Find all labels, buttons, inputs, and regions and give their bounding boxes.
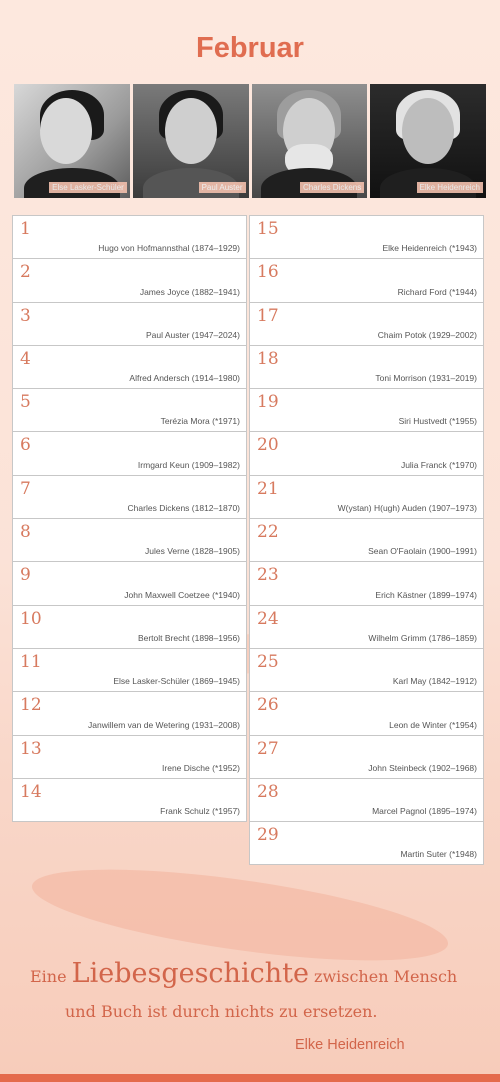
photo-caption: Paul Auster <box>199 182 246 193</box>
day-number: 24 <box>257 608 279 629</box>
quote-line-2: und Buch ist durch nichts zu ersetzen. <box>65 1002 378 1021</box>
photo-caption: Else Lasker-Schüler <box>49 182 127 193</box>
day-number: 18 <box>257 348 279 369</box>
quote-highlight: Liebesgeschichte <box>71 958 309 989</box>
birthday-entry: Martin Suter (*1948) <box>400 849 477 860</box>
day-cell <box>249 345 484 389</box>
calendar-column-left <box>12 216 247 822</box>
day-cell <box>12 561 247 605</box>
birthday-entry: Janwillem van de Wetering (1931–2008) <box>88 719 240 730</box>
photo-caption: Elke Heidenreich <box>417 182 483 193</box>
day-cell <box>12 388 247 432</box>
quote-text: zwischen Mensch <box>308 967 458 986</box>
day-number: 4 <box>20 348 31 369</box>
birthday-entry: John Steinbeck (1902–1968) <box>368 762 477 773</box>
quote-line-1 <box>30 958 457 989</box>
birthday-entry: Sean O'Faolain (1900–1991) <box>368 546 477 557</box>
day-number: 29 <box>257 825 279 846</box>
birthday-entry: James Joyce (1882–1941) <box>139 286 240 297</box>
day-number: 5 <box>20 392 31 413</box>
day-cell <box>249 778 484 822</box>
birthday-entry: Leon de Winter (*1954) <box>389 719 477 730</box>
birthday-entry: Irene Dische (*1952) <box>162 762 240 773</box>
day-cell <box>12 778 247 822</box>
day-number: 22 <box>257 522 279 543</box>
day-number: 14 <box>20 781 42 802</box>
day-cell <box>12 735 247 779</box>
month-title: Februar <box>196 32 304 64</box>
day-number: 11 <box>20 651 42 672</box>
bottom-bar <box>0 1074 500 1082</box>
day-cell <box>12 345 247 389</box>
author-photo <box>14 84 130 198</box>
day-cell <box>249 215 484 259</box>
birthday-entry: Marcel Pagnol (1895–1974) <box>372 806 477 817</box>
day-number: 21 <box>257 478 279 499</box>
calendar-column-right <box>249 216 484 865</box>
birthday-entry: Julia Franck (*1970) <box>400 459 477 470</box>
birthday-entry: Irmgard Keun (1909–1982) <box>137 459 240 470</box>
day-number: 15 <box>257 219 279 239</box>
birthday-entry: Wilhelm Grimm (1786–1859) <box>368 632 477 643</box>
day-number: 2 <box>20 262 31 283</box>
day-cell <box>12 518 247 562</box>
author-photo <box>133 84 249 198</box>
birthday-entry: Frank Schulz (*1957) <box>160 806 240 817</box>
birthday-entry: Erich Kästner (1899–1974) <box>375 589 477 600</box>
birthday-entry: Terézia Mora (*1971) <box>160 416 240 427</box>
day-cell <box>249 431 484 475</box>
birthday-entry: W(ystan) H(ugh) Auden (1907–1973) <box>337 503 477 514</box>
birthday-entry: Richard Ford (*1944) <box>397 286 477 297</box>
day-number: 27 <box>257 738 279 759</box>
day-cell <box>249 302 484 346</box>
author-photos <box>14 84 486 198</box>
day-cell <box>249 648 484 692</box>
day-cell <box>249 605 484 649</box>
day-number: 6 <box>20 435 31 456</box>
birthday-entry: Chaim Potok (1929–2002) <box>377 329 477 340</box>
author-photo <box>370 84 486 198</box>
day-number: 7 <box>20 478 31 499</box>
day-number: 26 <box>257 695 279 716</box>
day-cell <box>249 691 484 735</box>
quote-text: Eine <box>30 967 72 986</box>
day-number: 25 <box>257 651 279 672</box>
day-number: 28 <box>257 781 279 802</box>
day-number: 13 <box>20 738 42 759</box>
day-number: 12 <box>20 695 42 716</box>
day-cell <box>249 258 484 302</box>
author-photo <box>252 84 368 198</box>
photo-caption: Charles Dickens <box>300 182 364 193</box>
birthday-entry: Alfred Andersch (1914–1980) <box>129 373 240 384</box>
day-cell <box>12 475 247 519</box>
birthday-entry: Else Lasker-Schüler (1869–1945) <box>113 676 240 687</box>
day-number: 17 <box>257 305 279 326</box>
day-number: 19 <box>257 392 279 413</box>
day-number: 10 <box>20 608 42 629</box>
day-cell <box>249 561 484 605</box>
day-cell <box>12 648 247 692</box>
birthday-entry: Charles Dickens (1812–1870) <box>127 503 240 514</box>
day-number: 9 <box>20 565 31 586</box>
birthday-entry: Bertolt Brecht (1898–1956) <box>137 632 240 643</box>
day-cell <box>12 215 247 259</box>
birthday-entry: Karl May (1842–1912) <box>392 676 477 687</box>
day-number: 23 <box>257 565 279 586</box>
day-number: 20 <box>257 435 279 456</box>
day-cell <box>249 518 484 562</box>
day-cell <box>249 475 484 519</box>
birthday-entry: Jules Verne (1828–1905) <box>145 546 240 557</box>
day-number: 3 <box>20 305 31 326</box>
day-cell <box>12 258 247 302</box>
quote-author: Elke Heidenreich <box>295 1037 405 1053</box>
day-cell <box>249 735 484 779</box>
birthday-entry: Paul Auster (1947–2024) <box>145 329 240 340</box>
day-cell <box>12 431 247 475</box>
day-number: 16 <box>257 262 279 283</box>
day-number: 8 <box>20 522 31 543</box>
day-cell <box>12 691 247 735</box>
day-cell <box>249 821 484 865</box>
birthday-entry: Elke Heidenreich (*1943) <box>382 243 477 254</box>
day-cell <box>12 302 247 346</box>
birthday-entry: John Maxwell Coetzee (*1940) <box>124 589 240 600</box>
day-cell <box>249 388 484 432</box>
birthday-entry: Siri Hustvedt (*1955) <box>398 416 477 427</box>
day-cell <box>12 605 247 649</box>
day-number: 1 <box>20 219 31 239</box>
birthday-entry: Hugo von Hofmannsthal (1874–1929) <box>98 243 240 254</box>
birthday-entry: Toni Morrison (1931–2019) <box>375 373 477 384</box>
